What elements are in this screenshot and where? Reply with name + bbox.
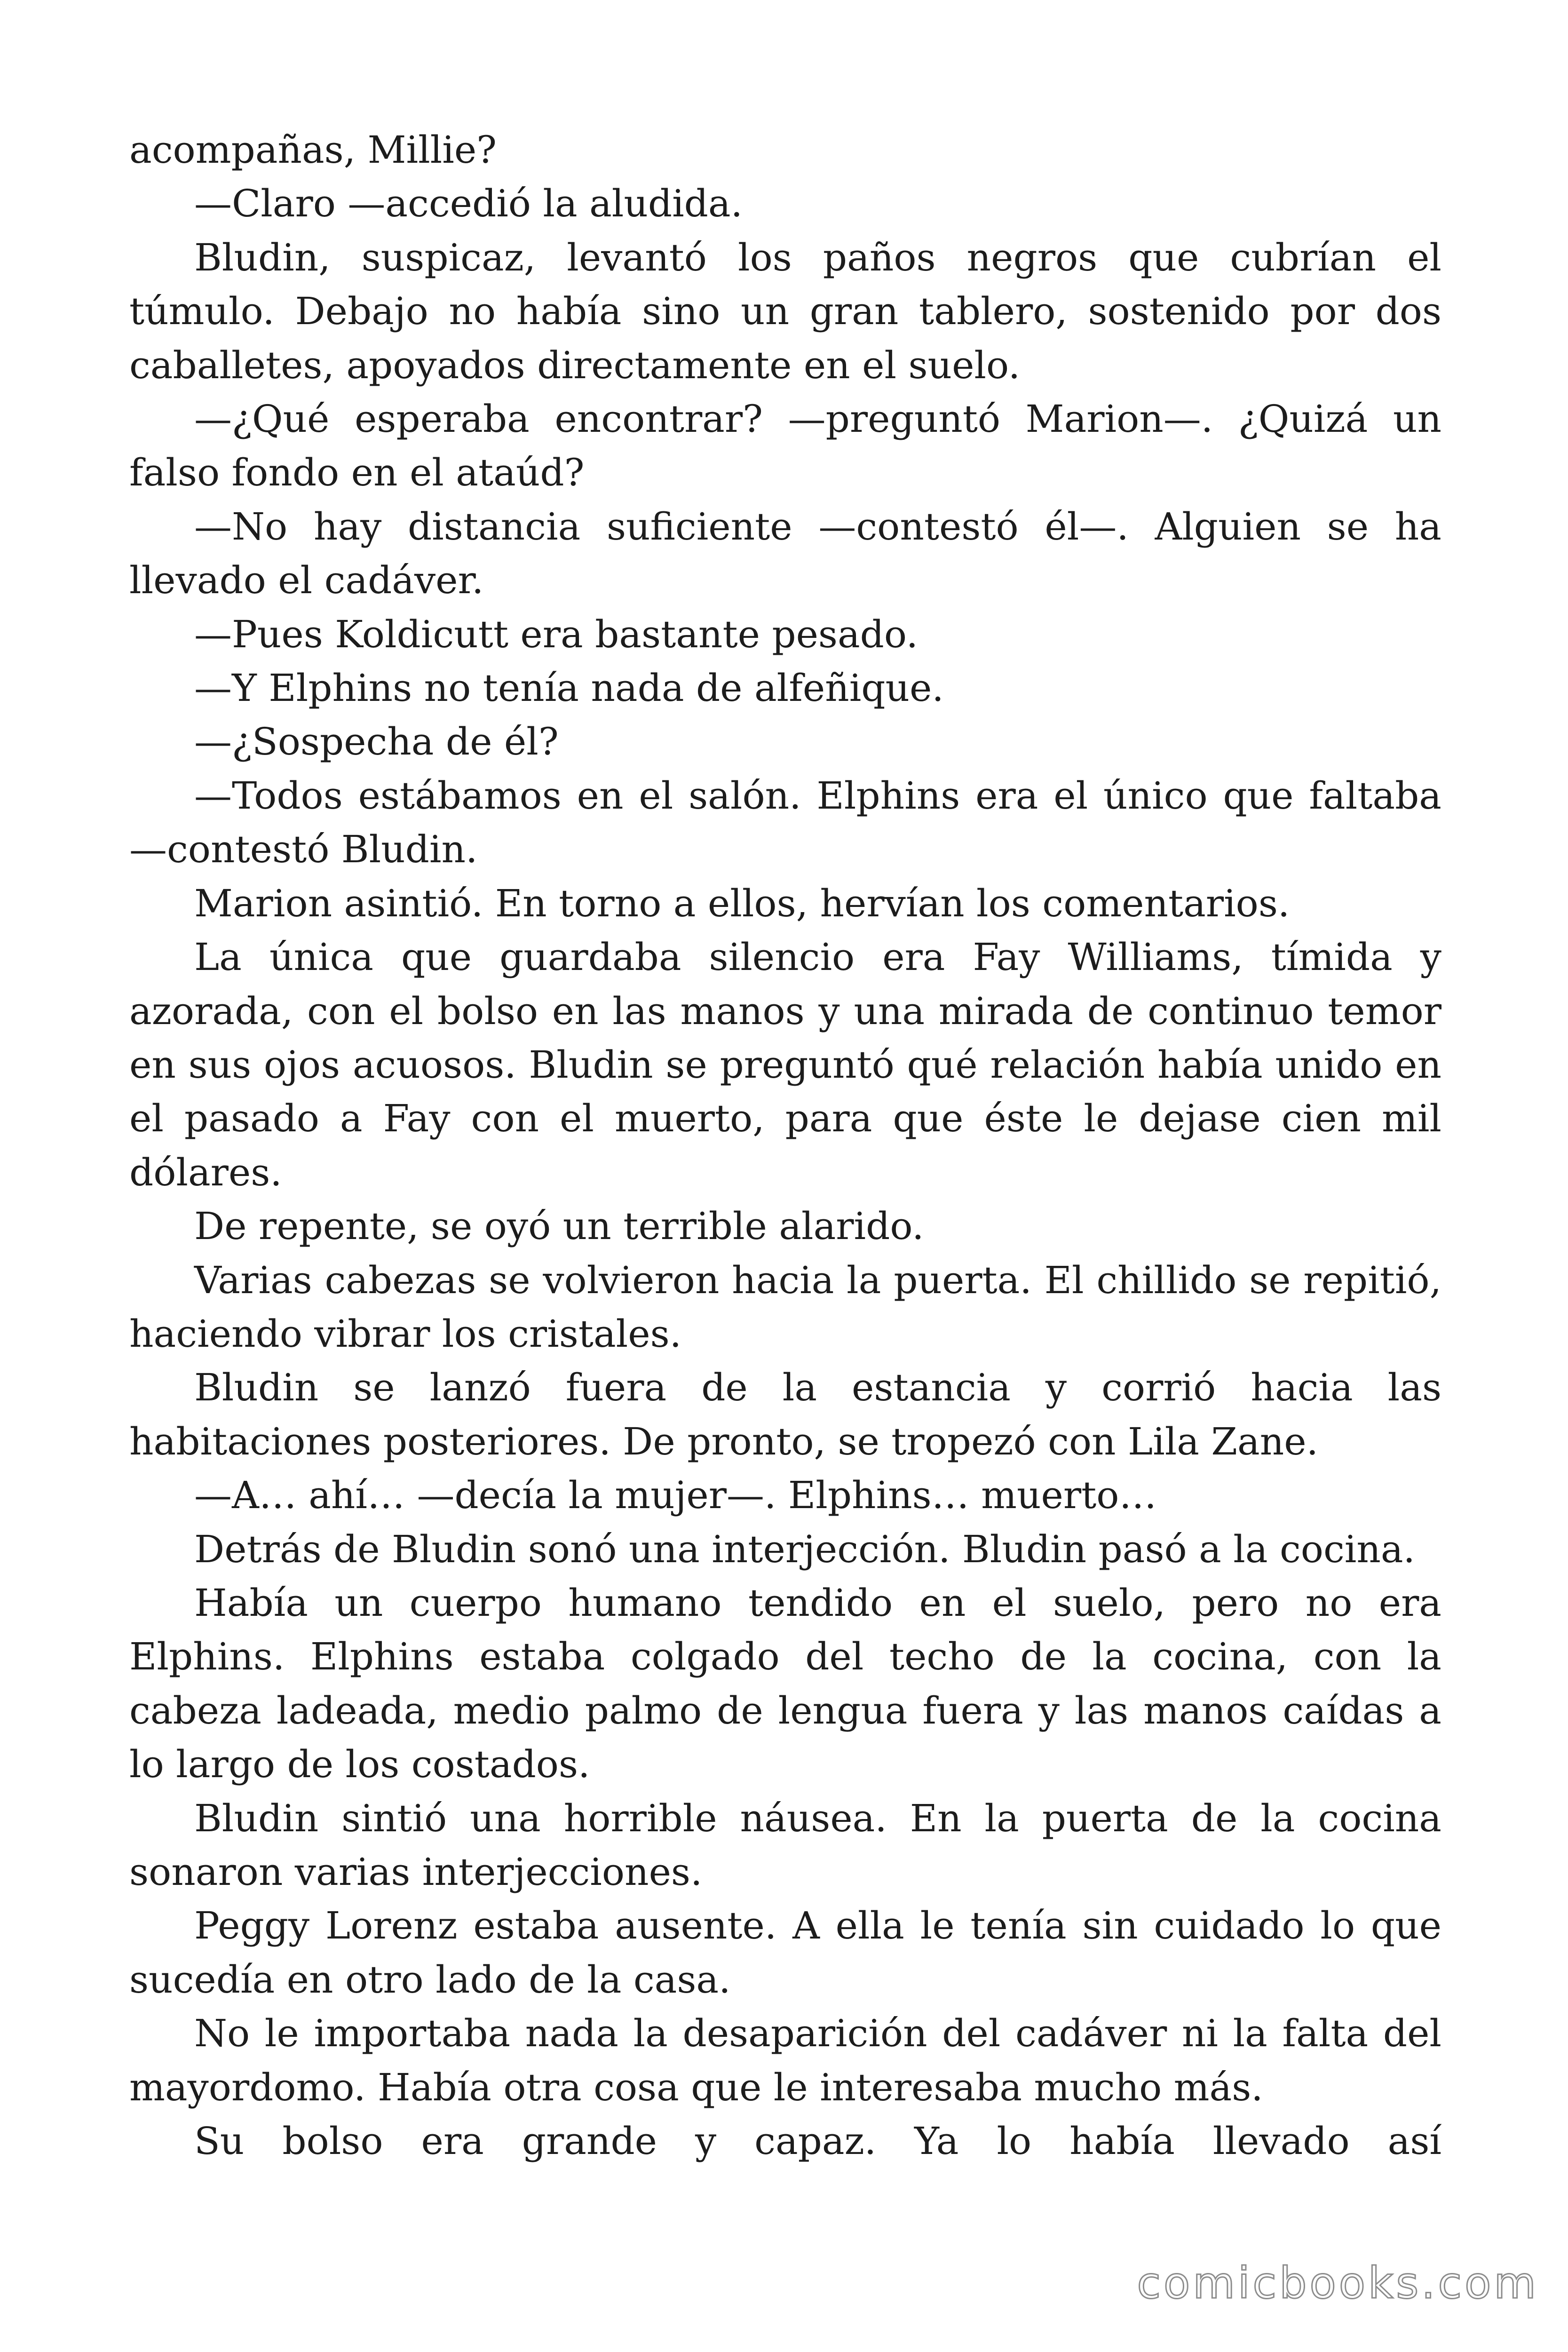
paragraph: Bludin, suspicaz, levantó los paños negros que cubrían el túmulo. Debajo no había sino un gran tablero, sostenido por dos caballetes, apoyados directamente en el suelo.	[129, 235, 1441, 387]
paragraph: De repente, se oyó un terrible alarido.	[194, 1204, 924, 1248]
paragraph: Había un cuerpo humano tendido en el suelo, pero no era Elphins. Elphins estaba colgado del techo de la cocina, con la cabeza ladeada, medio palmo de lengua fuera y las manos caídas a lo largo de los costados.	[129, 1581, 1441, 1787]
watermark-logo: comicbooks.com	[1137, 2258, 1539, 2308]
body-text	[129, 123, 1441, 2168]
paragraph: —Claro —accedió la aludida.	[194, 182, 743, 226]
paragraph: —Pues Koldicutt era bastante pesado.	[194, 612, 919, 656]
paragraph: Peggy Lorenz estaba ausente. A ella le tenía sin cuidado lo que sucedía en otro lado de la casa.	[129, 1904, 1441, 2002]
paragraph: La única que guardaba silencio era Fay Williams, tímida y azorada, con el bolso en las manos y una mirada de continuo temor en sus ojos acuosos. Bludin se preguntó qué relación había unido en el pasado a Fay con el muerto, para que éste le dejase cien mil dólares.	[129, 935, 1441, 1194]
paragraph: Bludin se lanzó fuera de la estancia y corrió hacia las habitaciones posteriores. De pronto, se tropezó con Lila Zane.	[129, 1366, 1441, 1463]
paragraph: —Todos estábamos en el salón. Elphins era el único que faltaba —contestó Bludin.	[129, 773, 1441, 872]
paragraph: —¿Sospecha de él?	[194, 720, 559, 764]
paragraph: —¿Qué esperaba encontrar? —preguntó Marion—. ¿Quizá un falso fondo en el ataúd?	[129, 397, 1441, 495]
paragraph: Detrás de Bludin sonó una interjección. Bludin pasó a la cocina.	[194, 1527, 1415, 1571]
paragraph: Bludin sintió una horrible náusea. En la puerta de la cocina sonaron varias interjecciones.	[129, 1796, 1441, 1894]
paragraph: acompañas, Millie?	[129, 128, 497, 172]
paragraph: Marion asintió. En torno a ellos, hervían los comentarios.	[194, 881, 1290, 925]
paragraph: —A… ahí… —decía la mujer—. Elphins… muerto…	[194, 1473, 1157, 1518]
paragraph: Varias cabezas se volvieron hacia la puerta. El chillido se repitió, haciendo vibrar los cristales.	[129, 1258, 1441, 1356]
paragraph: No le importaba nada la desaparición del cadáver ni la falta del mayordomo. Había otra cosa que le interesaba mucho más.	[129, 2011, 1441, 2109]
paragraph: —No hay distancia suficiente —contestó él—. Alguien se ha llevado el cadáver.	[129, 504, 1441, 603]
paragraph: Su bolso era grande y capaz. Ya lo había llevado así	[194, 2119, 1441, 2163]
paragraph: —Y Elphins no tenía nada de alfeñique.	[194, 666, 944, 710]
